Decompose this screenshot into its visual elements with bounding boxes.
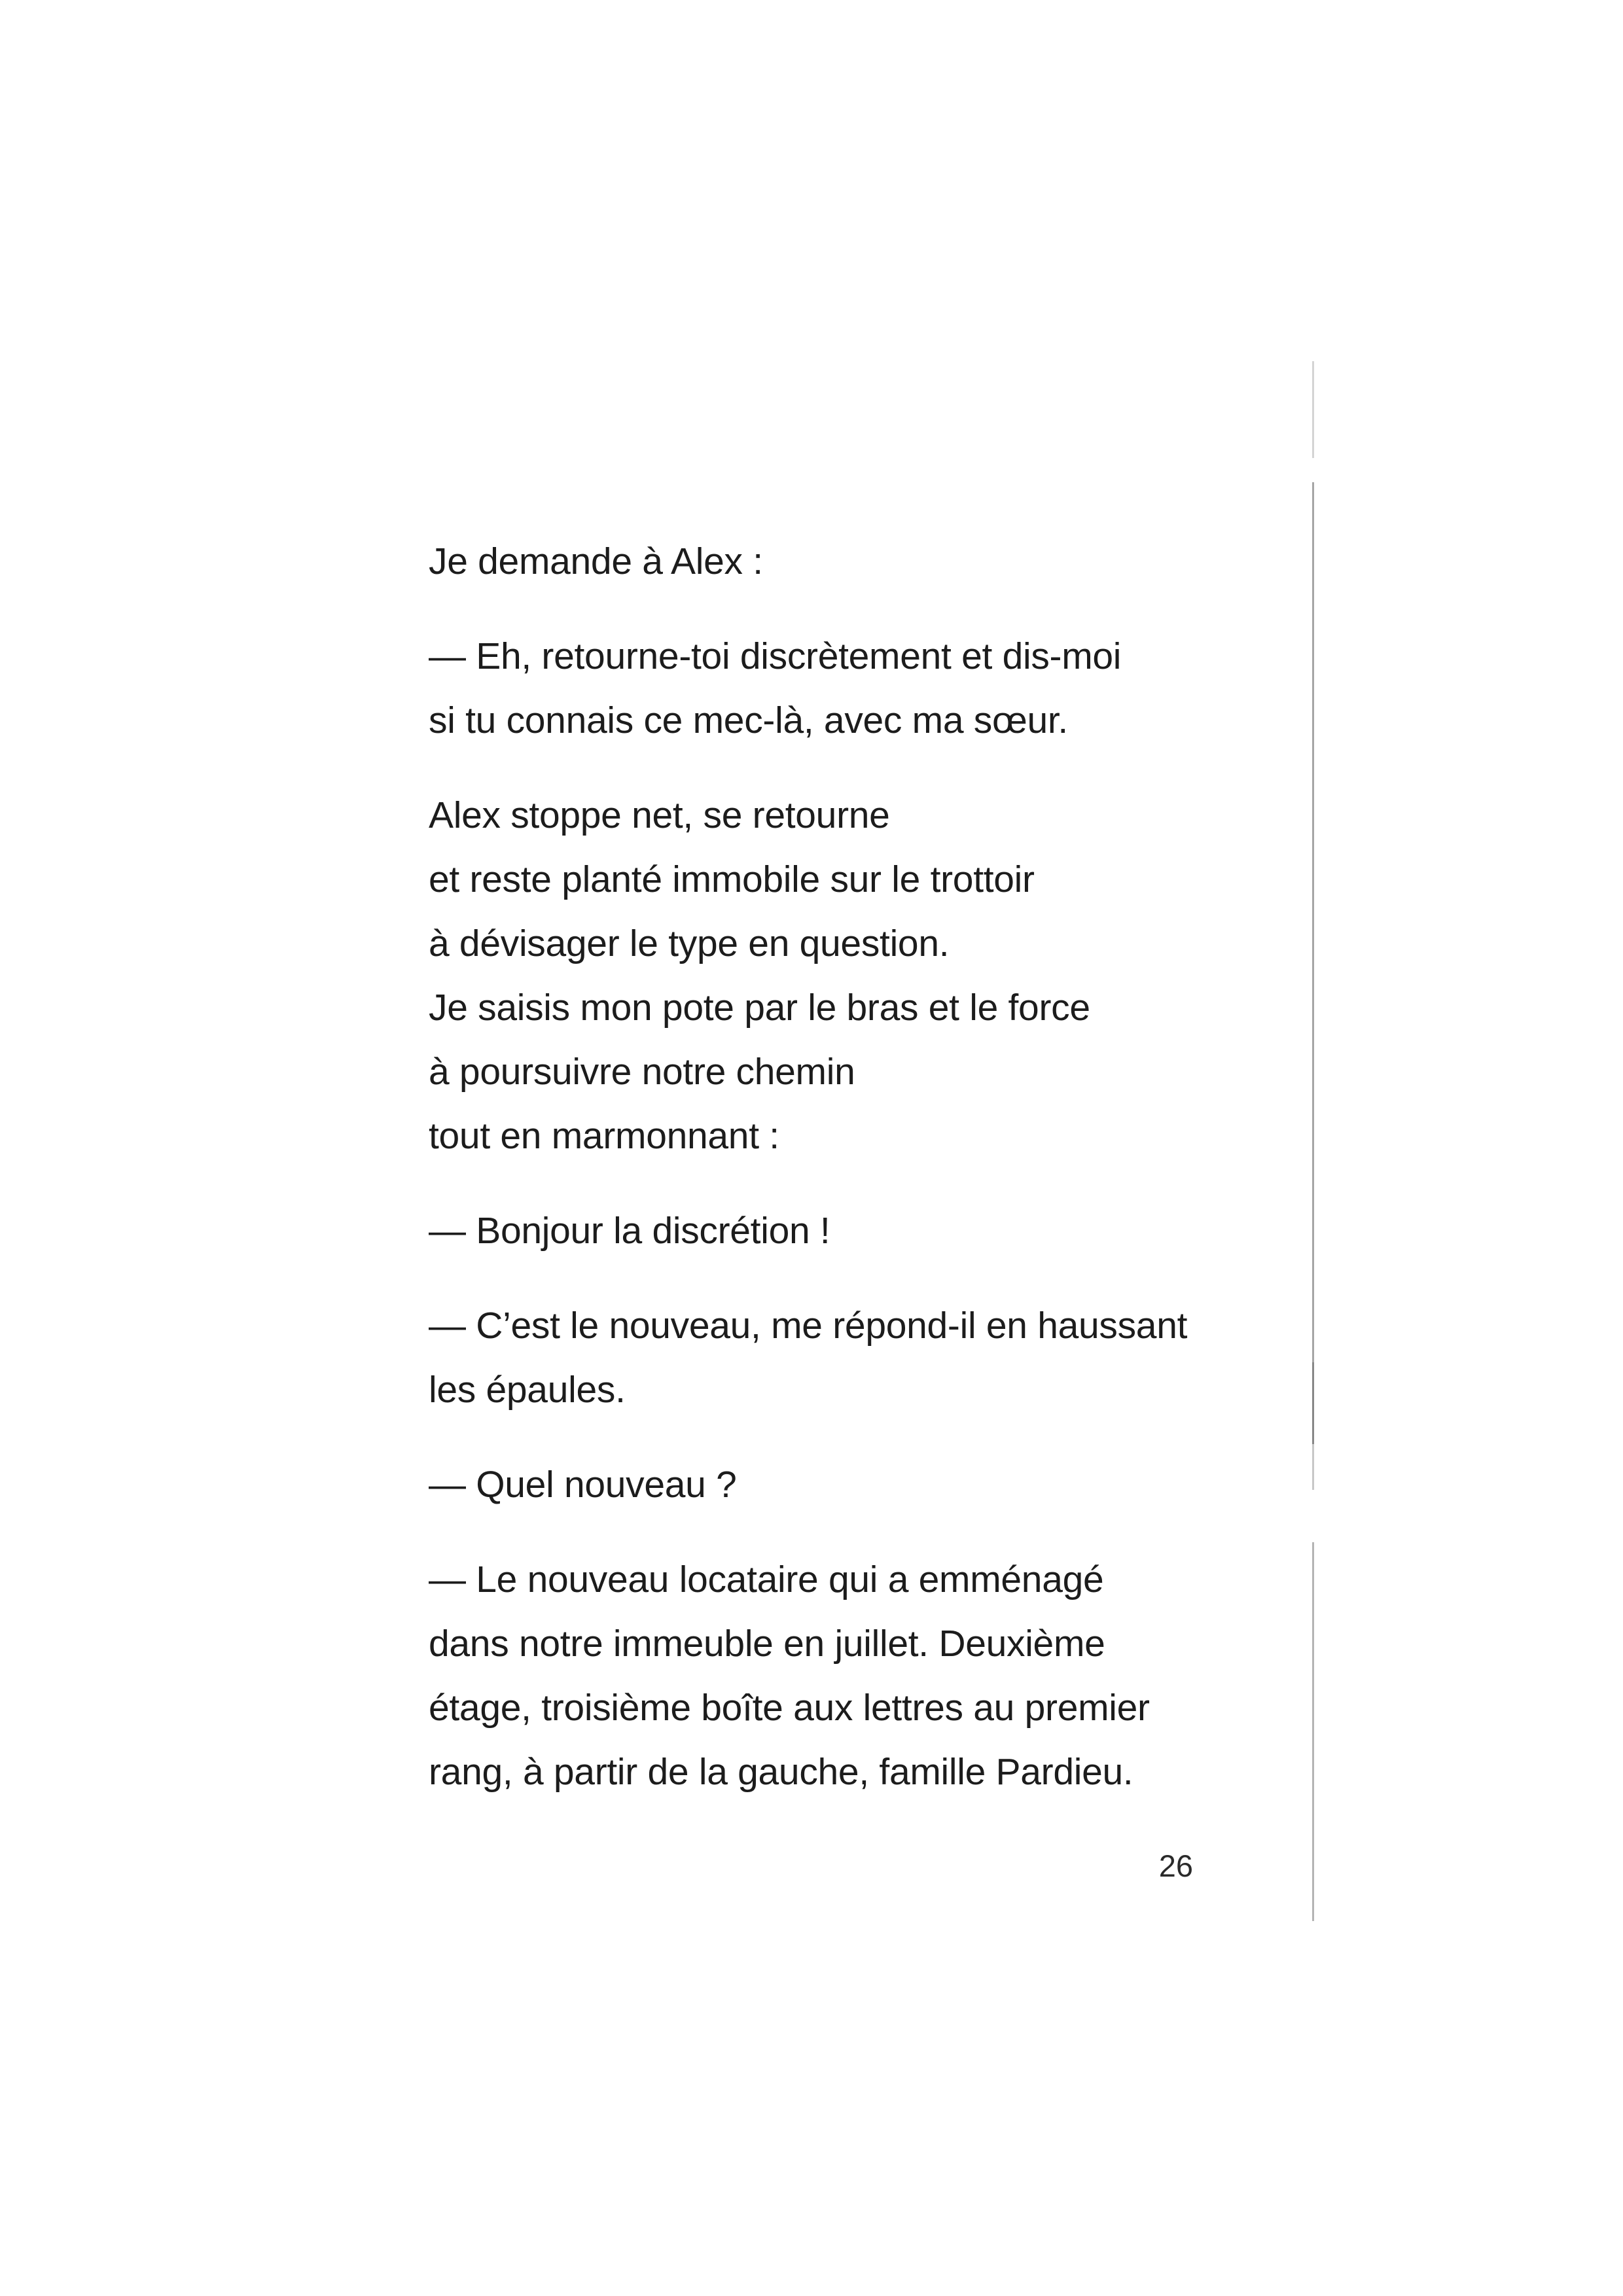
paragraph: [429, 783, 1247, 1168]
paragraph: [429, 624, 1247, 752]
page-number: 26: [1158, 1848, 1193, 1883]
text-line: étage, troisième boîte aux lettres au premier: [429, 1687, 1150, 1729]
text-line: tout en marmonnant :: [429, 1115, 779, 1157]
text-line: rang, à partir de la gauche, famille Pardieu.: [429, 1751, 1133, 1793]
text-line: à poursuivre notre chemin: [429, 1051, 855, 1093]
text-line: et reste planté immobile sur le trottoir: [429, 858, 1035, 900]
scan-artifact-line: [1312, 0, 1314, 2296]
text-line: — Le nouveau locataire qui a emménagé: [429, 1559, 1104, 1600]
text-line: — Eh, retourne-toi discrètement et dis-moi: [429, 635, 1122, 677]
text-line: — Bonjour la discrétion !: [429, 1210, 830, 1252]
text-line: à dévisager le type en question.: [429, 923, 950, 964]
text-line: les épaules.: [429, 1369, 626, 1411]
text-line: — C’est le nouveau, me répond-il en haussant: [429, 1305, 1188, 1347]
text-line: — Quel nouveau ?: [429, 1464, 737, 1506]
scan-artifact-segment: [1312, 1362, 1314, 1444]
text-line: dans notre immeuble en juillet. Deuxième: [429, 1623, 1105, 1665]
scan-artifact-segment: [1312, 482, 1314, 1362]
text-line: Je saisis mon pote par le bras et le force: [429, 987, 1090, 1029]
paragraph: [429, 529, 1247, 593]
scan-artifact-segment: [1312, 361, 1314, 458]
paragraph: [429, 1453, 1247, 1517]
text-line: Je demande à Alex :: [429, 540, 763, 582]
scan-artifact-segment: [1312, 1444, 1314, 1490]
paragraph: [429, 1199, 1247, 1263]
page-text-block: [429, 529, 1247, 1835]
text-line: si tu connais ce mec-là, avec ma sœur.: [429, 699, 1068, 741]
text-line: Alex stoppe net, se retourne: [429, 794, 890, 836]
paragraph: [429, 1294, 1247, 1422]
paragraph: [429, 1547, 1247, 1804]
scan-artifact-segment: [1312, 1542, 1314, 1921]
